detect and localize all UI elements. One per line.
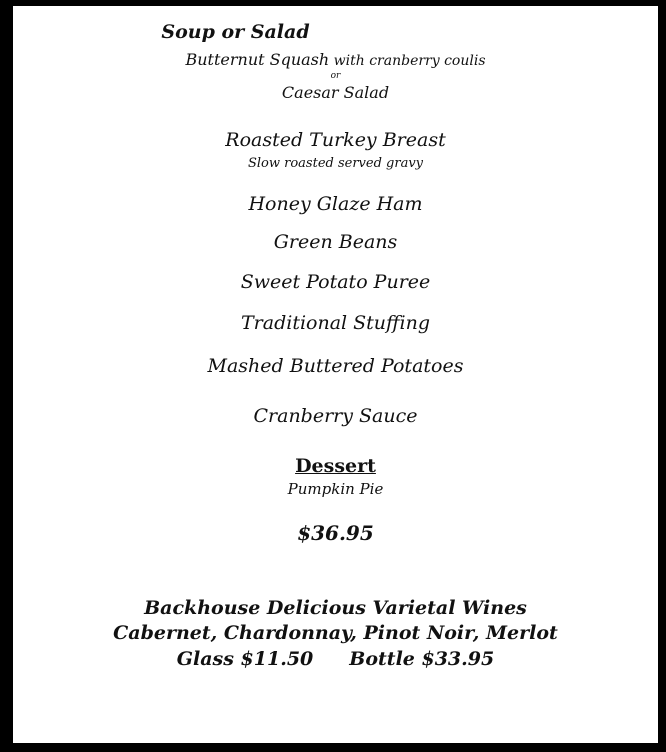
wines-prices	[13, 650, 658, 669]
menu-item: Green Beans	[273, 231, 398, 253]
dessert-heading: Dessert	[295, 455, 376, 477]
menu-item: Honey Glaze Ham	[248, 193, 423, 215]
soup-salad-separator: or	[330, 71, 341, 81]
menu-price: $36.95	[297, 521, 374, 545]
entree-title: Roasted Turkey Breast	[225, 129, 446, 151]
menu-item: Cranberry Sauce	[253, 405, 418, 427]
wines-varietals: Cabernet, Chardonnay, Pinot Noir, Merlot	[113, 622, 558, 644]
wines-heading: Backhouse Delicious Varietal Wines	[144, 597, 527, 619]
wine-glass-price: Glass $11.50	[176, 648, 314, 670]
soup-option-detail: with cranberry coulis	[329, 53, 486, 69]
soup-option-main: Butternut Squash	[185, 50, 330, 69]
menu-item: Traditional Stuffing	[241, 312, 430, 334]
menu-item: Mashed Buttered Potatoes	[207, 355, 464, 377]
soup-option-butternut	[13, 52, 658, 68]
wine-bottle-price: Bottle $33.95	[349, 648, 495, 670]
entree-description: Slow roasted served gravy	[247, 156, 424, 171]
dessert-item: Pumpkin Pie	[287, 480, 384, 498]
menu-item: Sweet Potato Puree	[240, 271, 431, 293]
salad-option-caesar: Caesar Salad	[281, 83, 390, 102]
soup-salad-heading: Soup or Salad	[161, 21, 310, 43]
